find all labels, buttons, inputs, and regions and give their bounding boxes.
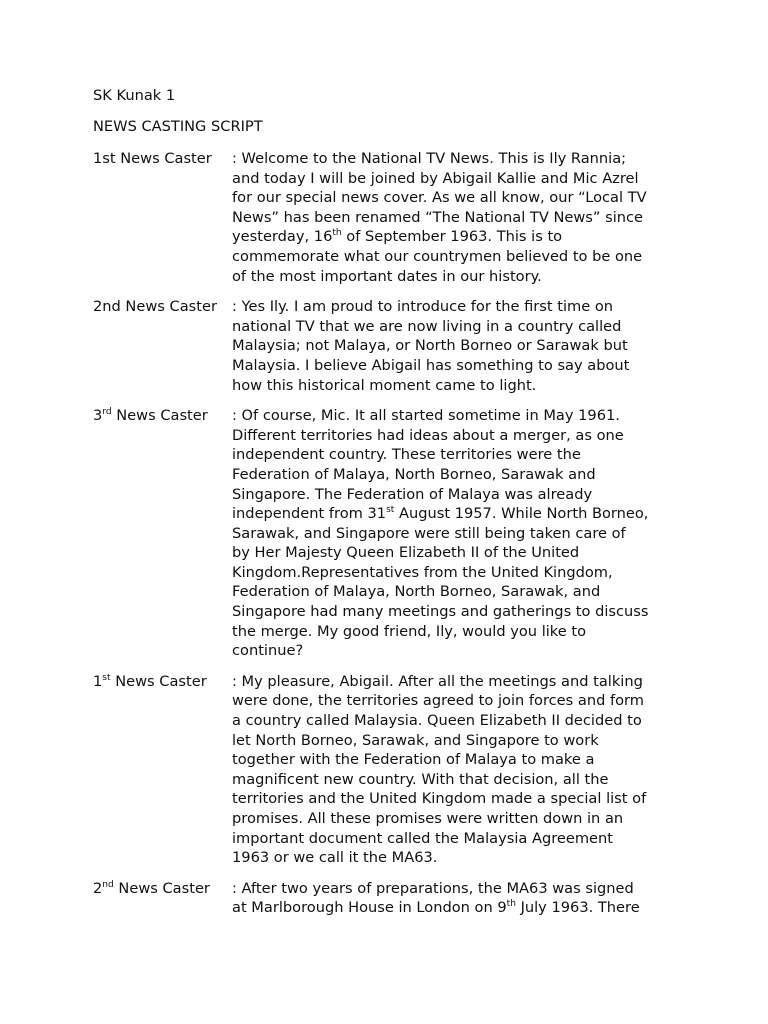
ordinal-suffix: st [386,505,395,516]
speech-line [232,898,693,918]
speaker-label [93,149,232,286]
text-run: : My pleasure, Abigail. After all the meetings and talking [232,672,643,690]
speaker-ordinal-suffix: st [102,672,111,683]
text-run: together with the Federation of Malaya to make a [232,751,595,769]
text-run: at Marlborough House in London on 9 [232,899,507,917]
speech-line [232,504,693,524]
text-run: Malaysia; not Malaya, or North Borneo or Sarawak but [232,337,628,355]
text-run: Kingdom.Representatives from the United Kingdom, [232,563,613,581]
document-title: NEWS CASTING SCRIPT [93,118,263,135]
speech-line [232,622,693,642]
speech-line [232,297,693,317]
speech-line [232,691,693,711]
text-run: territories and the United Kingdom made a special list of [232,790,647,808]
speaker-prefix: 2 [93,879,103,897]
speech-line [232,543,693,563]
text-run: the merge. My good friend, Ily, would you like to [232,622,587,640]
text-run: yesterday, 16 [232,228,333,246]
speech-text [232,149,693,286]
speech-line [232,426,693,446]
school-name: SK Kunak 1 [93,87,176,104]
speaker-suffix: News Caster [111,407,208,425]
speech-line [232,267,693,287]
speech-line [232,356,693,376]
speech-line [232,848,693,868]
speaker-label [93,879,232,918]
speech-line [232,829,693,849]
speaker-suffix: News Caster [110,672,207,690]
speech-line [232,169,693,189]
text-run: let North Borneo, Sarawak, and Singapore to work [232,731,599,749]
speech-line [232,465,693,485]
script-entry [93,879,693,918]
speaker-prefix: 3 [93,407,103,425]
speech-line [232,731,693,751]
speaker-prefix: 1 [93,672,103,690]
text-run: commemorate what our countrymen believed to be one [232,247,643,265]
speech-line [232,247,693,267]
speech-text [232,672,693,868]
speaker-ordinal-suffix: nd [102,879,114,890]
text-run: important document called the Malaysia Agreement [232,829,614,847]
speech-line [232,208,693,228]
text-run: national TV that we are now living in a country called [232,317,622,335]
text-run: : Of course, Mic. It all started sometime in May 1961. [232,407,620,425]
speaker-prefix: 2nd News Caster [93,298,217,316]
text-run: continue? [232,642,304,660]
text-run: Federation of Malaya, North Borneo, Sarawak and [232,465,596,483]
ordinal-suffix: th [332,228,342,239]
script-entries [93,149,693,929]
speech-line [232,485,693,505]
speech-line [232,317,693,337]
script-entry [93,149,693,286]
speech-line [232,750,693,770]
text-run: Singapore. The Federation of Malaya was already [232,485,593,503]
script-entry [93,297,693,395]
speech-line [232,770,693,790]
speaker-label [93,672,232,868]
text-run: of September 1963. This is to [341,228,563,246]
speech-text [232,879,693,918]
speech-line [232,809,693,829]
speech-line [232,524,693,544]
speech-line [232,336,693,356]
text-run: were done, the territories agreed to join forces and form [232,692,644,710]
text-run: : After two years of preparations, the MA63 was signed [232,879,634,897]
speaker-label [93,297,232,395]
speech-text [232,297,693,395]
text-run: for our special news cover. As we all know, our “Local TV [232,189,647,207]
speech-line [232,445,693,465]
speech-line [232,602,693,622]
text-run: News” has been renamed “The National TV News” since [232,208,643,226]
text-run: independent from 31 [232,505,387,523]
text-run: Malaysia. I believe Abigail has something to say about [232,356,630,374]
text-run: Different territories had ideas about a merger, as one [232,426,624,444]
speech-line [232,188,693,208]
speaker-suffix: News Caster [113,879,210,897]
speech-line [232,672,693,692]
speech-line [232,641,693,661]
text-run: : Welcome to the National TV News. This is Ily Rannia; [232,150,627,167]
speech-text [232,406,693,661]
speech-line [232,376,693,396]
text-run: magnificent new country. With that decision, all the [232,770,609,788]
script-entry [93,406,693,661]
text-run: a country called Malaysia. Queen Elizabeth II decided to [232,712,642,730]
text-run: August 1957. While North Borneo, [394,505,649,523]
speaker-ordinal-suffix: rd [102,407,112,418]
speech-line [232,227,693,247]
text-run: Singapore had many meetings and gatherings to discuss [232,603,649,621]
speech-line [232,711,693,731]
speaker-prefix: 1st News Caster [93,150,212,167]
text-run: promises. All these promises were written down in an [232,810,624,827]
speech-line [232,582,693,602]
text-run: Sarawak, and Singapore were still being taken care of [232,524,626,542]
speech-line [232,563,693,583]
speech-line [232,879,693,899]
script-entry [93,672,693,868]
speech-line [232,789,693,809]
text-run: how this historical moment came to light. [232,376,537,394]
text-run: independent country. These territories were the [232,446,581,464]
text-run: July 1963. There [515,899,640,917]
speech-line [232,406,693,426]
text-run: : Yes Ily. I am proud to introduce for the first time on [232,298,614,316]
text-run: by Her Majesty Queen Elizabeth II of the United [232,544,580,562]
speech-line [232,149,693,169]
text-run: Federation of Malaya, North Borneo, Sarawak, and [232,583,601,601]
ordinal-suffix: th [506,899,516,910]
text-run: 1963 or we call it the MA63. [232,849,438,867]
speaker-label [93,406,232,661]
text-run: of the most important dates in our history. [232,267,542,285]
text-run: and today I will be joined by Abigail Kallie and Mic Azrel [232,169,639,187]
